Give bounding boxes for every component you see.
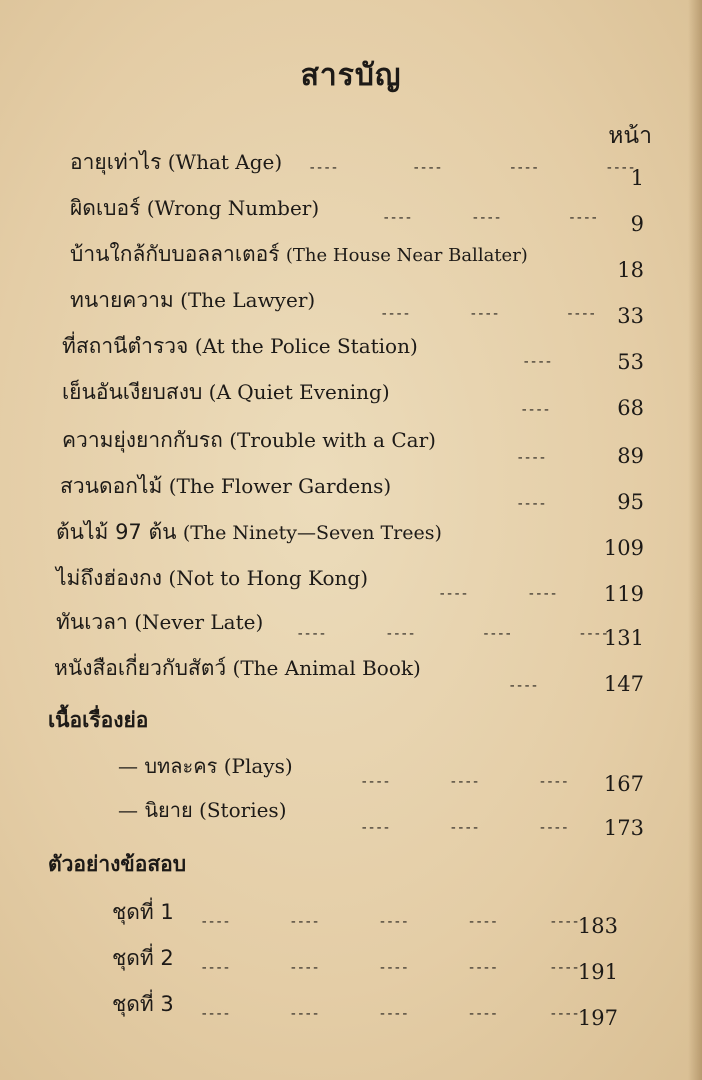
entry-english-title: (At the Police Station) [194,334,418,358]
leader-dashes: ---- ---- ---- [360,774,569,790]
toc-entry [0,284,702,328]
summary-item [0,750,702,796]
summary-item-label: — นิยาย (Stories) [118,798,287,822]
leader-dashes: ---- ---- ---- [360,820,569,836]
exam-item-label: ชุดที่ 3 [112,992,174,1016]
leader-dashes: ---- [508,678,538,694]
summary-page-number: 173 [603,816,644,840]
exam-page-number: 183 [577,914,618,938]
entry-thai-title: อายุเท่าไร [70,150,162,174]
leader-dashes: ---- ---- [438,586,557,602]
toc-entry [0,516,702,560]
entry-english-title: (The House Near Ballater) [285,245,528,266]
entry-thai-title: เย็นอันเงียบสงบ [62,380,203,404]
entry-page-number: 1 [630,166,644,190]
toc-entry [0,376,702,420]
summary-item [0,794,702,840]
entry-thai-title: ที่สถานีตำรวจ [62,334,189,358]
entry-thai-title: บ้านใกล้กับบอลลาเตอร์ [70,242,280,266]
toc-entry [0,146,702,190]
entry-page-number: 147 [603,672,644,696]
entry-page-number: 95 [617,490,644,514]
leader-dashes: ---- [516,450,546,466]
exam-heading: ตัวอย่างข้อสอบ [48,852,187,876]
entry-english-title: (Never Late) [134,610,264,634]
entry-thai-title: ทันเวลา [56,610,128,634]
entry-english-title: (Trouble with a Car) [229,428,436,452]
exam-item [0,896,702,936]
entry-page-number: 18 [617,258,644,282]
exam-item-label: ชุดที่ 1 [112,900,174,924]
entry-page-number: 109 [603,536,644,560]
entry-page-number: 89 [617,444,644,468]
page-title: สารบัญ [300,58,402,93]
entry-page-number: 68 [617,396,644,420]
toc-entry [0,192,702,236]
entry-thai-title: หนังสือเกี่ยวกับสัตว์ [54,656,227,680]
entry-english-title: (The Flower Gardens) [168,474,392,498]
leader-dashes: ---- ---- ---- ---- ---- [200,914,579,930]
leader-dashes: ---- [520,402,550,418]
entry-english-title: (The Lawyer) [180,288,316,312]
entry-english-title: (A Quiet Evening) [208,380,390,404]
leader-dashes: ---- ---- ---- [382,210,598,226]
entry-page-number: 9 [630,212,644,236]
summary-item-label: — บทละคร (Plays) [118,754,293,778]
toc-entry [0,606,702,650]
toc-entry [0,562,702,606]
toc-entry [0,238,702,282]
leader-dashes: ---- ---- ---- ---- ---- [200,960,579,976]
entry-english-title: (Wrong Number) [146,196,320,220]
entry-english-title: (The Animal Book) [232,656,421,680]
toc-entry [0,652,702,696]
entry-thai-title: ทนายความ [70,288,174,312]
summary-heading: เนื้อเรื่องย่อ [48,708,149,732]
entry-thai-title: สวนดอกไม้ [60,474,163,498]
entry-english-title: (What Age) [167,150,283,174]
entry-thai-title: ไม่ถึงฮ่องกง [56,566,163,590]
exam-item-label: ชุดที่ 2 [112,946,174,970]
summary-page-number: 167 [603,772,644,796]
toc-entry [0,424,702,468]
leader-dashes: ---- ---- ---- [380,306,596,322]
exam-page-number: 197 [577,1006,618,1030]
page-column-heading: หน้า [608,123,652,149]
toc-entry [0,470,702,514]
exam-page-number: 191 [577,960,618,984]
entry-thai-title: ความยุ่งยากกับรถ [62,428,223,452]
entry-thai-title: ต้นไม้ 97 ต้น [56,520,177,544]
entry-page-number: 119 [603,582,644,606]
toc-entry [0,330,702,374]
leader-dashes: ---- [522,354,552,370]
entry-thai-title: ผิดเบอร์ [70,196,141,220]
leader-dashes: ---- ---- ---- ---- [296,626,609,642]
entry-page-number: 53 [617,350,644,374]
leader-dashes: ---- ---- ---- ---- [308,160,635,176]
leader-dashes: ---- ---- ---- ---- ---- [200,1006,579,1022]
entry-english-title: (Not to Hong Kong) [168,566,369,590]
entry-page-number: 131 [603,626,644,650]
leader-dashes: ---- [516,496,546,512]
exam-item [0,942,702,982]
exam-item [0,988,702,1028]
entry-page-number: 33 [617,304,644,328]
entry-english-title: (The Ninety—Seven Trees) [182,522,442,544]
